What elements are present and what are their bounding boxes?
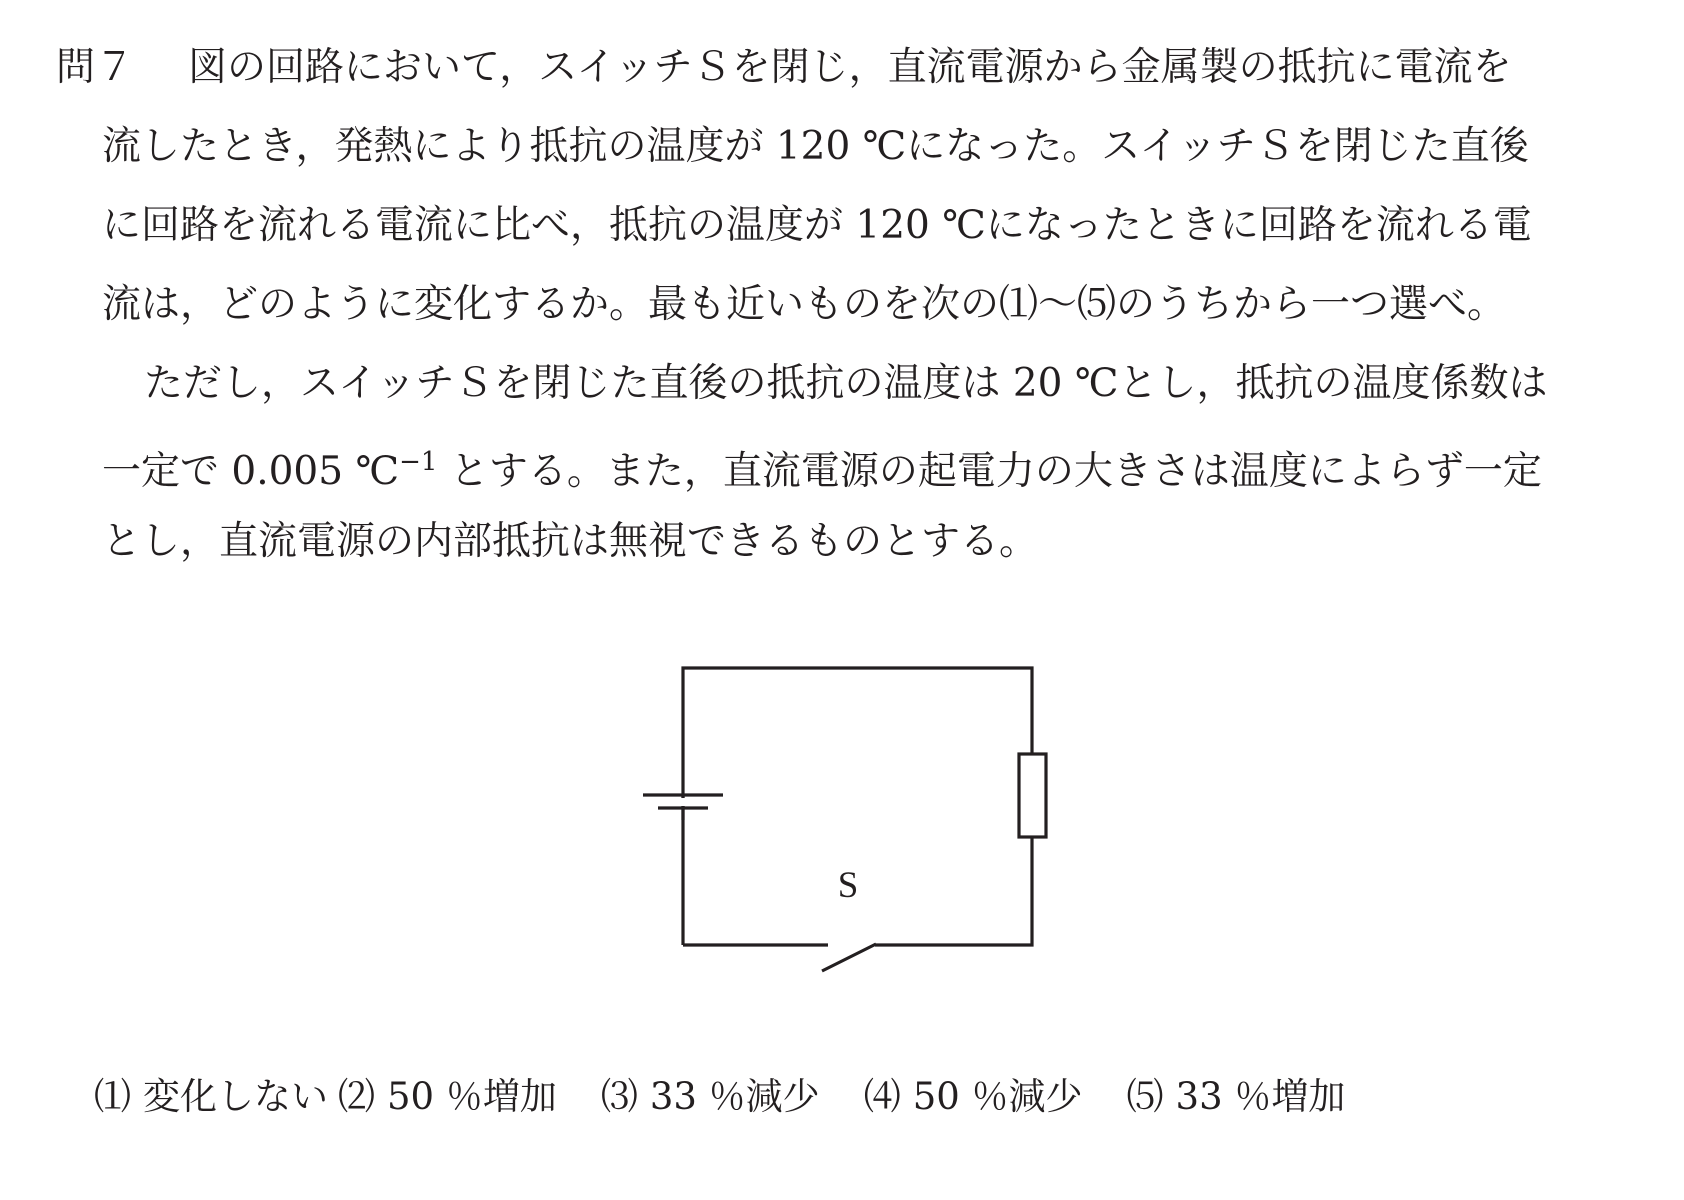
switch-label: S [837,865,859,906]
choice-1[interactable]: ⑴ 変化しない [94,1075,328,1118]
choice-2[interactable]: ⑵ 50 ％増加 [338,1075,557,1118]
switch-lever [822,944,876,971]
question-number: 問７ [56,45,135,90]
circuit-diagram [630,650,1050,980]
question-text [56,28,1636,581]
question-line-1: 問７ 図の回路において，スイッチＳを閉じ，直流電源から金属製の抵抗に電流を [56,28,1636,107]
question-line-5: ただし，スイッチＳを閉じた直後の抵抗の温度は 20 ℃とし，抵抗の温度係数は [144,361,1548,406]
choice-5[interactable]: ⑸ 33 ％増加 [1126,1075,1346,1118]
wire-right-bottom [875,837,1032,945]
question-line-7: とし，直流電源の内部抵抗は無視できるものとする。 [102,519,1039,564]
answer-choices [94,1066,1389,1120]
choice-4[interactable]: ⑷ 50 ％減少 [863,1075,1083,1118]
question-line-4: 流は，どのように変化するか。最も近いものを次の⑴～⑸のうちから一つ選べ。 [102,282,1507,327]
choice-3[interactable]: ⑶ 33 ％減少 [600,1075,820,1118]
exponent: −1 [399,447,438,477]
question-line-6: 一定で 0.005 ℃$^{-1}$ とする。また，直流電源の起電力の大きさは温度によらず一定 [102,447,1542,494]
question-line-2: 流したとき，発熱により抵抗の温度が 120 ℃になった。スイッチＳを閉じた直後 [102,124,1529,169]
question-line-3: に回路を流れる電流に比べ，抵抗の温度が 120 ℃になったときに回路を流れる電 [102,203,1532,248]
resistor [1019,754,1046,837]
